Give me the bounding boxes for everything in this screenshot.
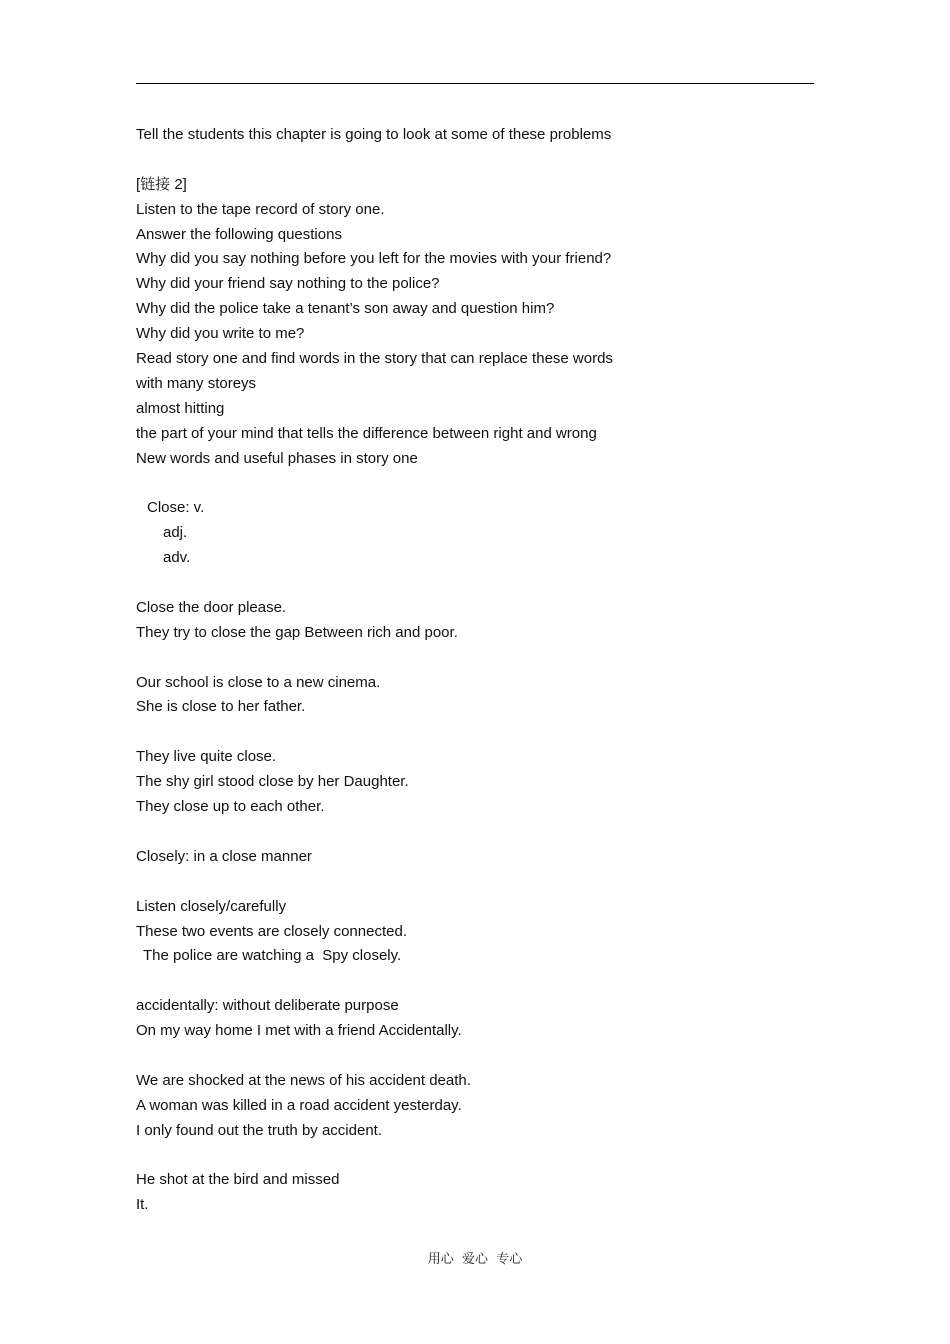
blank-line <box>136 870 816 895</box>
blank-line <box>136 820 816 845</box>
link-marker: [链接 2] <box>136 175 187 193</box>
header-rule <box>136 83 814 84</box>
vocab-entry-close: Close: v. <box>147 499 205 517</box>
example-line: We are shocked at the news of his accident death. <box>136 1071 471 1089</box>
example-line: I only found out the truth by accident. <box>136 1121 382 1139</box>
blank-line <box>136 646 816 671</box>
example-line: They close up to each other. <box>136 798 325 816</box>
document-body <box>136 123 816 1218</box>
question-line: Why did the police take a tenant’s son away and question him? <box>136 300 555 318</box>
blank-line <box>136 720 816 745</box>
question-line: Why did you write to me? <box>136 325 305 343</box>
vocab-entry-closely: Closely: in a close manner <box>136 847 312 865</box>
blank-line <box>136 148 816 173</box>
example-line: The police are watching a Spy closely. <box>143 947 402 965</box>
vocab-pos-adj: adj. <box>163 524 188 542</box>
blank-line <box>136 969 816 994</box>
blank-line <box>136 471 816 496</box>
vocab-pos-adv: adv. <box>163 549 191 567</box>
example-line: It. <box>136 1196 149 1214</box>
question-line: Why did your friend say nothing to the police? <box>136 275 440 293</box>
example-line: On my way home I met with a friend Accidentally. <box>136 1022 462 1040</box>
example-line: She is close to her father. <box>136 698 306 716</box>
example-line: These two events are closely connected. <box>136 922 407 940</box>
example-line: Our school is close to a new cinema. <box>136 673 381 691</box>
question-line: Why did you say nothing before you left for the movies with your friend? <box>136 250 612 268</box>
example-line: Listen closely/carefully <box>136 897 287 915</box>
example-line: The shy girl stood close by her Daughter. <box>136 773 409 791</box>
text-line: almost hitting <box>136 399 225 417</box>
text-line: Tell the students this chapter is going to look at some of these problems <box>136 126 612 143</box>
text-line: with many storeys <box>136 374 257 392</box>
text-line: New words and useful phases in story one <box>136 449 418 467</box>
text-line: the part of your mind that tells the difference between right and wrong <box>136 424 597 442</box>
example-line: They live quite close. <box>136 748 277 766</box>
example-line: He shot at the bird and missed <box>136 1171 340 1189</box>
example-line: They try to close the gap Between rich and poor. <box>136 623 458 641</box>
blank-line <box>136 1044 816 1069</box>
text-line: Listen to the tape record of story one. <box>136 200 385 218</box>
text-line: Answer the following questions <box>136 225 342 243</box>
vocab-entry-accidentally: accidentally: without deliberate purpose <box>136 997 399 1015</box>
blank-line <box>136 1144 816 1169</box>
text-line: Read story one and find words in the story that can replace these words <box>136 350 613 368</box>
example-line: Close the door please. <box>136 598 287 616</box>
page-footer: 用心 爱心 专心 <box>427 1252 523 1267</box>
blank-line <box>136 571 816 596</box>
example-line: A woman was killed in a road accident yesterday. <box>136 1096 462 1114</box>
